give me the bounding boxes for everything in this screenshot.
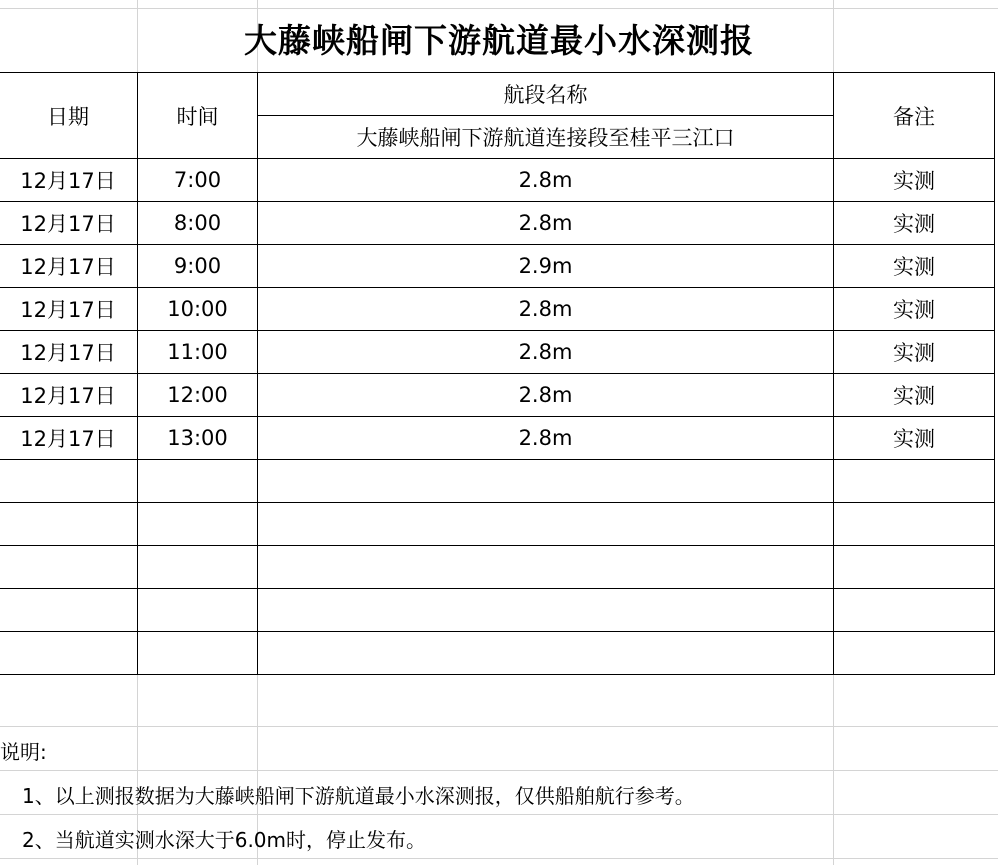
empty-cell xyxy=(0,546,138,589)
page-title: 大藤峡船闸下游航道最小水深测报 xyxy=(244,21,754,60)
empty-cell xyxy=(138,546,258,589)
empty-cell xyxy=(258,460,834,503)
empty-cell xyxy=(0,632,138,675)
cell-depth: 2.8m xyxy=(258,331,834,374)
empty-cell xyxy=(834,589,995,632)
cell-date: 12月17日 xyxy=(0,417,138,460)
empty-cell xyxy=(834,546,995,589)
empty-row xyxy=(0,546,995,589)
cell-time: 9:00 xyxy=(138,245,258,288)
empty-cell xyxy=(138,632,258,675)
empty-cell xyxy=(258,632,834,675)
cell-time: 7:00 xyxy=(138,159,258,202)
header-remark: 备注 xyxy=(834,73,995,159)
notes-heading: 说明: xyxy=(0,740,47,764)
header-segment-name: 大藤峡船闸下游航道连接段至桂平三江口 xyxy=(258,116,834,159)
empty-cell xyxy=(0,460,138,503)
empty-cell xyxy=(258,589,834,632)
table-row xyxy=(0,331,995,374)
cell-depth: 2.8m xyxy=(258,417,834,460)
cell-time: 8:00 xyxy=(138,202,258,245)
cell-depth: 2.8m xyxy=(258,288,834,331)
cell-time: 13:00 xyxy=(138,417,258,460)
cell-remark: 实测 xyxy=(834,159,995,202)
empty-cell xyxy=(834,503,995,546)
empty-cell xyxy=(138,589,258,632)
table-row xyxy=(0,374,995,417)
empty-row xyxy=(0,503,995,546)
cell-depth: 2.9m xyxy=(258,245,834,288)
cell-remark: 实测 xyxy=(834,245,995,288)
empty-cell xyxy=(138,460,258,503)
table-row xyxy=(0,202,995,245)
empty-cell xyxy=(834,632,995,675)
header-row xyxy=(0,73,995,116)
cell-date: 12月17日 xyxy=(0,288,138,331)
cell-remark: 实测 xyxy=(834,331,995,374)
cell-depth: 2.8m xyxy=(258,202,834,245)
cell-remark: 实测 xyxy=(834,288,995,331)
table-row xyxy=(0,159,995,202)
cell-remark: 实测 xyxy=(834,202,995,245)
empty-cell xyxy=(258,503,834,546)
empty-cell xyxy=(138,503,258,546)
empty-cell xyxy=(258,546,834,589)
empty-row xyxy=(0,632,995,675)
empty-cell xyxy=(0,503,138,546)
cell-date: 12月17日 xyxy=(0,245,138,288)
cell-time: 11:00 xyxy=(138,331,258,374)
cell-remark: 实测 xyxy=(834,417,995,460)
cell-date: 12月17日 xyxy=(0,331,138,374)
cell-depth: 2.8m xyxy=(258,374,834,417)
empty-row xyxy=(0,589,995,632)
empty-cell xyxy=(0,589,138,632)
header-date: 日期 xyxy=(0,73,138,159)
cell-depth: 2.8m xyxy=(258,159,834,202)
table-row xyxy=(0,288,995,331)
cell-date: 12月17日 xyxy=(0,374,138,417)
empty-cell xyxy=(834,460,995,503)
cell-remark: 实测 xyxy=(834,374,995,417)
header-segment-group: 航段名称 xyxy=(258,73,834,116)
header-time: 时间 xyxy=(138,73,258,159)
table-row xyxy=(0,417,995,460)
cell-date: 12月17日 xyxy=(0,202,138,245)
note-item-2: 2、当航道实测水深大于6.0m时，停止发布。 xyxy=(22,828,427,852)
table-row xyxy=(0,245,995,288)
cell-date: 12月17日 xyxy=(0,159,138,202)
note-item-1: 1、以上测报数据为大藤峡船闸下游航道最小水深测报，仅供船舶航行参考。 xyxy=(22,784,695,808)
cell-time: 12:00 xyxy=(138,374,258,417)
empty-row xyxy=(0,460,995,503)
cell-time: 10:00 xyxy=(138,288,258,331)
water-depth-table xyxy=(0,72,995,675)
